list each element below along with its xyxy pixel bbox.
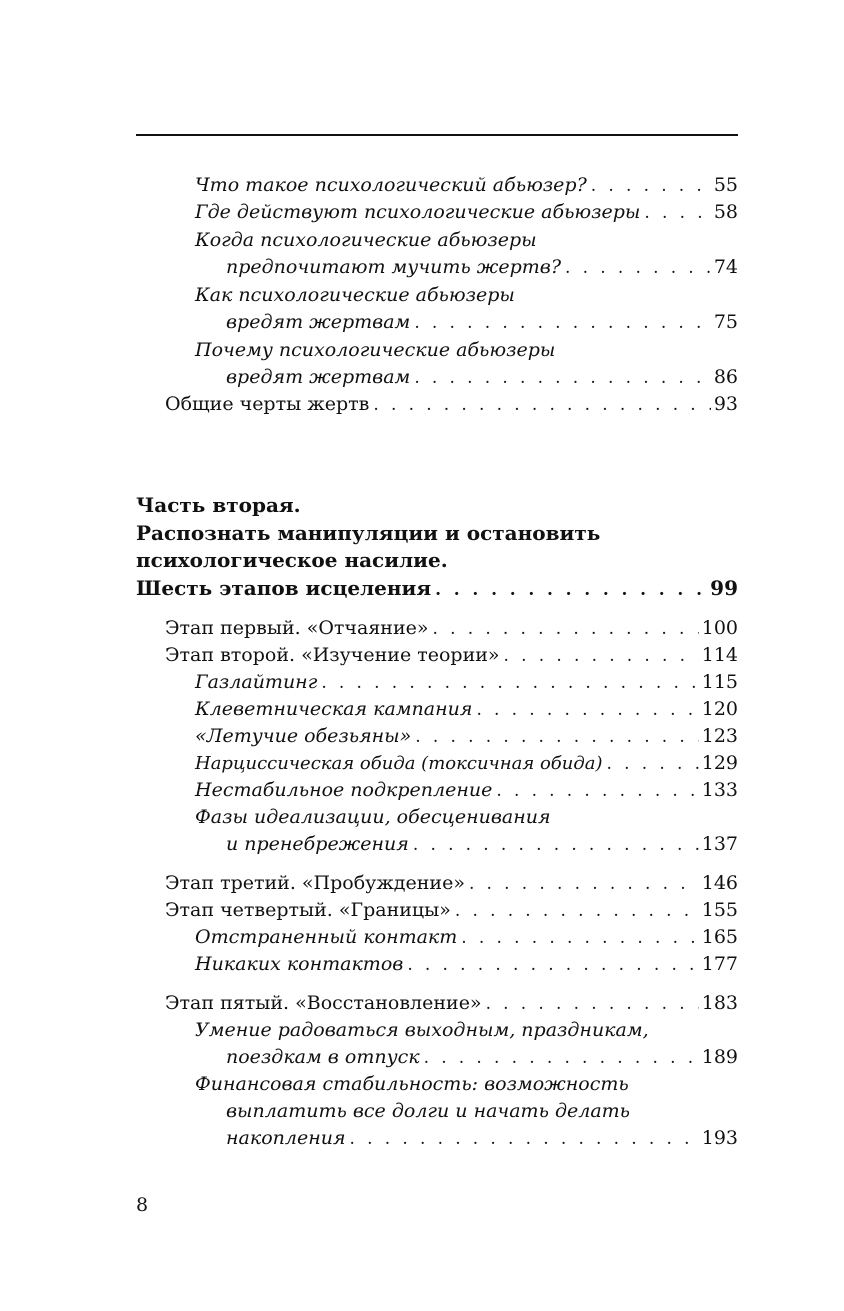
toc-entry-title: Клеветническая кампания [195, 698, 473, 720]
dot-leader [486, 991, 699, 1018]
toc-entry-how-abusers-line1 [195, 282, 738, 309]
dot-leader [415, 724, 698, 751]
dot-leader [644, 200, 710, 227]
part-heading: Шесть этапов исцеления [136, 576, 432, 600]
toc-entry-page: 100 [701, 617, 738, 639]
toc-entry-gaslighting [195, 669, 738, 696]
toc-entry-why-abusers-line1 [195, 337, 738, 364]
toc-entry-common-traits [165, 391, 738, 418]
toc-entry-page: 133 [701, 779, 738, 801]
toc-entry-page: 123 [701, 725, 738, 747]
toc-entry-page: 189 [701, 1046, 738, 1068]
toc-entry-page: 86 [713, 366, 738, 388]
dot-leader [413, 832, 699, 859]
toc-entry-title: Этап второй. «Изучение теории» [165, 644, 500, 666]
dot-leader [433, 616, 699, 643]
toc-entry-title: Нарциссическая обида (токсичная обида) [195, 753, 603, 774]
toc-entry-page: 120 [701, 698, 738, 720]
toc-entry-title: Финансовая стабильность: возможность [195, 1073, 629, 1095]
dot-leader [350, 1126, 699, 1153]
toc-entry-title: предпочитают мучить жертв? [226, 256, 562, 278]
part-two-heading-line4 [136, 575, 738, 602]
toc-entry-stage-two [165, 642, 738, 669]
part-two-heading-line1 [136, 492, 738, 519]
toc-entry-page: 58 [713, 201, 738, 223]
dot-leader [504, 643, 699, 670]
toc-entry-title: вредят жертвам [226, 311, 411, 333]
toc-entry-title: вредят жертвам [226, 366, 411, 388]
toc-entry-title: Этап пятый. «Восстановление» [165, 992, 482, 1014]
toc-entry-title: и пренебрежения [226, 833, 409, 855]
dot-leader [461, 925, 698, 952]
dot-leader [476, 697, 698, 724]
toc-entry-page: 74 [713, 256, 738, 278]
toc-entry-title: Этап третий. «Пробуждение» [165, 872, 465, 894]
toc-entry-how-abusers-line2 [226, 309, 738, 336]
part-two-heading-line2 [136, 520, 738, 547]
toc-entry-page: 193 [701, 1127, 738, 1149]
dot-leader [591, 173, 711, 200]
toc-entry-title: Где действуют психологические абьюзеры [195, 201, 641, 223]
dot-leader [607, 751, 699, 778]
toc-entry-page: 146 [701, 872, 738, 894]
part-two-heading-line3 [136, 547, 738, 574]
toc-entry-holidays-line1 [195, 1017, 738, 1044]
toc-entry-page: 75 [713, 311, 738, 333]
toc-entry-title: Этап четвертый. «Границы» [165, 899, 451, 921]
dot-leader [469, 871, 699, 898]
toc-entry-title: Когда психологические абьюзеры [195, 229, 537, 251]
toc-entry-flying-monkeys [195, 723, 738, 750]
dot-leader [321, 670, 698, 697]
dot-leader [373, 392, 710, 419]
toc-entry-page: 115 [701, 671, 738, 693]
toc-entry-why-abusers-line2 [226, 364, 738, 391]
dot-leader [496, 778, 698, 805]
toc-entry-stage-one [165, 615, 738, 642]
toc-entry-title: Как психологические абьюзеры [195, 284, 515, 306]
toc-entry-title: Почему психологические абьюзеры [195, 339, 556, 361]
toc-entry-title: Отстраненный контакт [195, 926, 458, 948]
toc-entry-page: 129 [701, 752, 738, 774]
toc-entry-where-abusers-act [195, 199, 738, 226]
dot-leader [407, 952, 698, 979]
toc-entry-smear-campaign [195, 696, 738, 723]
toc-entry-finance-line1 [195, 1071, 738, 1098]
toc-entry-title: поездкам в отпуск [226, 1046, 420, 1068]
dot-leader [435, 577, 707, 604]
toc-entry-title: выплатить все долги и начать делать [226, 1100, 631, 1122]
toc-entry-page: 165 [701, 926, 738, 948]
toc-entry-title: Этап первый. «Отчаяние» [165, 617, 429, 639]
page-number: 8 [136, 1194, 149, 1216]
toc-entry-title: Никаких контактов [195, 953, 404, 975]
part-heading: Часть вторая. [136, 493, 301, 517]
toc-entry-phases-line2 [226, 831, 738, 858]
toc-entry-stage-three [165, 870, 738, 897]
dot-leader [455, 898, 699, 925]
toc-entry-stage-five [165, 990, 738, 1017]
toc-entry-title: Нестабильное подкрепление [195, 779, 493, 801]
dot-leader [414, 365, 711, 392]
part-heading: психологическое насилие. [136, 548, 448, 572]
dot-leader [424, 1045, 699, 1072]
toc-entry-page: 137 [701, 833, 738, 855]
toc-entry-phases-line1 [195, 804, 738, 831]
toc-entry-page: 55 [713, 174, 738, 196]
toc-entry-page: 155 [701, 899, 738, 921]
toc-entry-detached-contact [195, 924, 738, 951]
toc-entry-title: Общие черты жертв [165, 393, 370, 415]
toc-entry-when-abusers-line1 [195, 227, 738, 254]
toc-entry-title: Газлайтинг [195, 671, 318, 693]
toc-entry-title: Фазы идеализации, обесценивания [195, 806, 551, 828]
toc-entry-what-is-abuser [195, 172, 738, 199]
toc-entry-page: 183 [701, 992, 738, 1014]
toc-entry-page: 99 [710, 576, 738, 600]
toc-entry-finance-line3 [226, 1125, 738, 1152]
toc-entry-title: Что такое психологический абьюзер? [195, 174, 587, 196]
toc-entry-narcissistic-injury [195, 750, 738, 777]
toc-entry-page: 177 [701, 953, 738, 975]
toc-entry-page: 93 [713, 393, 738, 415]
toc-entry-when-abusers-line2 [226, 254, 738, 281]
part-heading: Распознать манипуляции и остановить [136, 521, 601, 545]
toc-entry-title: накопления [226, 1127, 346, 1149]
toc-entry-title: Умение радоваться выходным, праздникам, [195, 1019, 649, 1041]
dot-leader [565, 255, 711, 282]
dot-leader [414, 310, 711, 337]
toc-entry-finance-line2 [226, 1098, 738, 1125]
toc-entry-intermittent-reinforcement [195, 777, 738, 804]
toc-entry-holidays-line2 [226, 1044, 738, 1071]
toc-entry-page: 114 [701, 644, 738, 666]
toc-entry-no-contact [195, 951, 738, 978]
toc-entry-title: «Летучие обезьяны» [195, 725, 412, 747]
toc-entry-stage-four [165, 897, 738, 924]
